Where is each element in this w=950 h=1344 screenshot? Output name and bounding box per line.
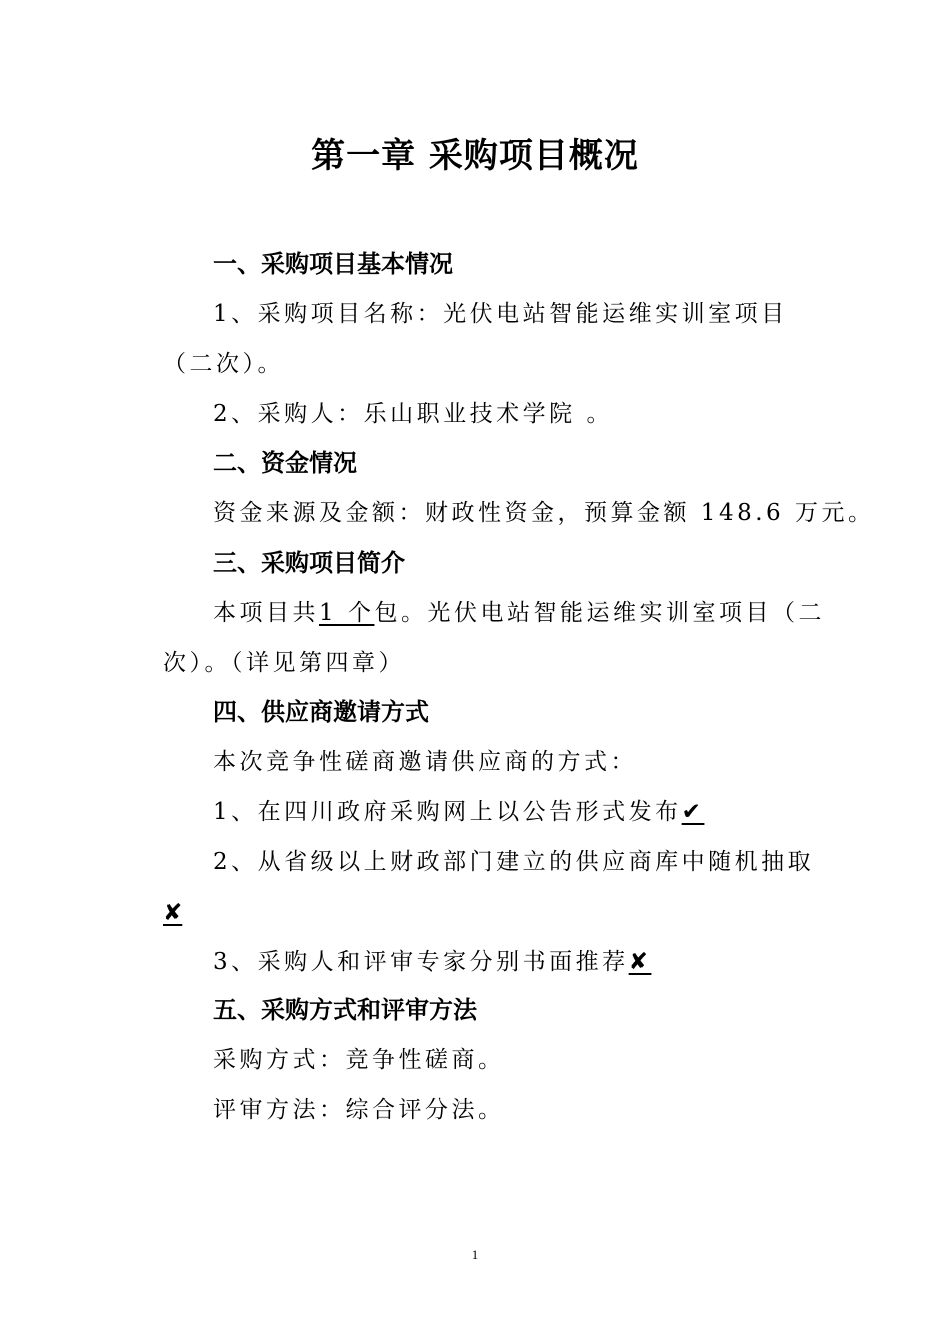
funding-line: 资金来源及金额：财政性资金，预算金额 148.6 万元。 — [213, 500, 875, 526]
page-number: 1 — [471, 1247, 479, 1262]
section-2-heading: 二、资金情况 — [213, 448, 357, 477]
checkmark-icon: ✔ — [681, 799, 705, 825]
invitation-lead: 本次竞争性磋商邀请供应商的方式： — [213, 749, 637, 775]
project-name-line2: （二次）。 — [163, 351, 284, 377]
cross-mark-icon: ✘ — [628, 949, 652, 975]
option-1-text: 1、在四川政府采购网上以公告形式发布 — [213, 799, 682, 825]
invitation-option-1 — [213, 797, 704, 827]
procurement-method: 采购方式：竞争性磋商。 — [213, 1047, 505, 1073]
purchaser-line: 2、采购人：乐山职业技术学院 。 — [213, 401, 613, 427]
project-intro-line2: 次）。（详见第四章） — [163, 650, 405, 676]
invitation-option-3 — [213, 947, 651, 977]
chapter-title: 第一章 采购项目概况 — [311, 136, 639, 176]
invitation-option-2: 2、从省级以上财政部门建立的供应商库中随机抽取 — [213, 849, 815, 875]
section-3-heading: 三、采购项目简介 — [213, 548, 405, 577]
section-1-heading: 一、采购项目基本情况 — [213, 249, 453, 278]
option-3-text: 3、采购人和评审专家分别书面推荐 — [213, 949, 629, 975]
project-name-line1: 1、采购项目名称：光伏电站智能运维实训室项目 — [213, 301, 788, 327]
cross-mark-icon: ✘ — [163, 900, 183, 926]
package-count: 1 个 — [319, 600, 375, 626]
project-intro-line1 — [213, 598, 825, 628]
evaluation-method: 评审方法：综合评分法。 — [213, 1097, 505, 1123]
option-2-mark-line — [163, 898, 182, 928]
intro-prefix: 本项目共 — [213, 600, 319, 626]
section-4-heading: 四、供应商邀请方式 — [213, 697, 429, 726]
section-5-heading: 五、采购方式和评审方法 — [213, 995, 477, 1024]
intro-suffix: 包。光伏电站智能运维实训室项目（二 — [374, 600, 825, 626]
